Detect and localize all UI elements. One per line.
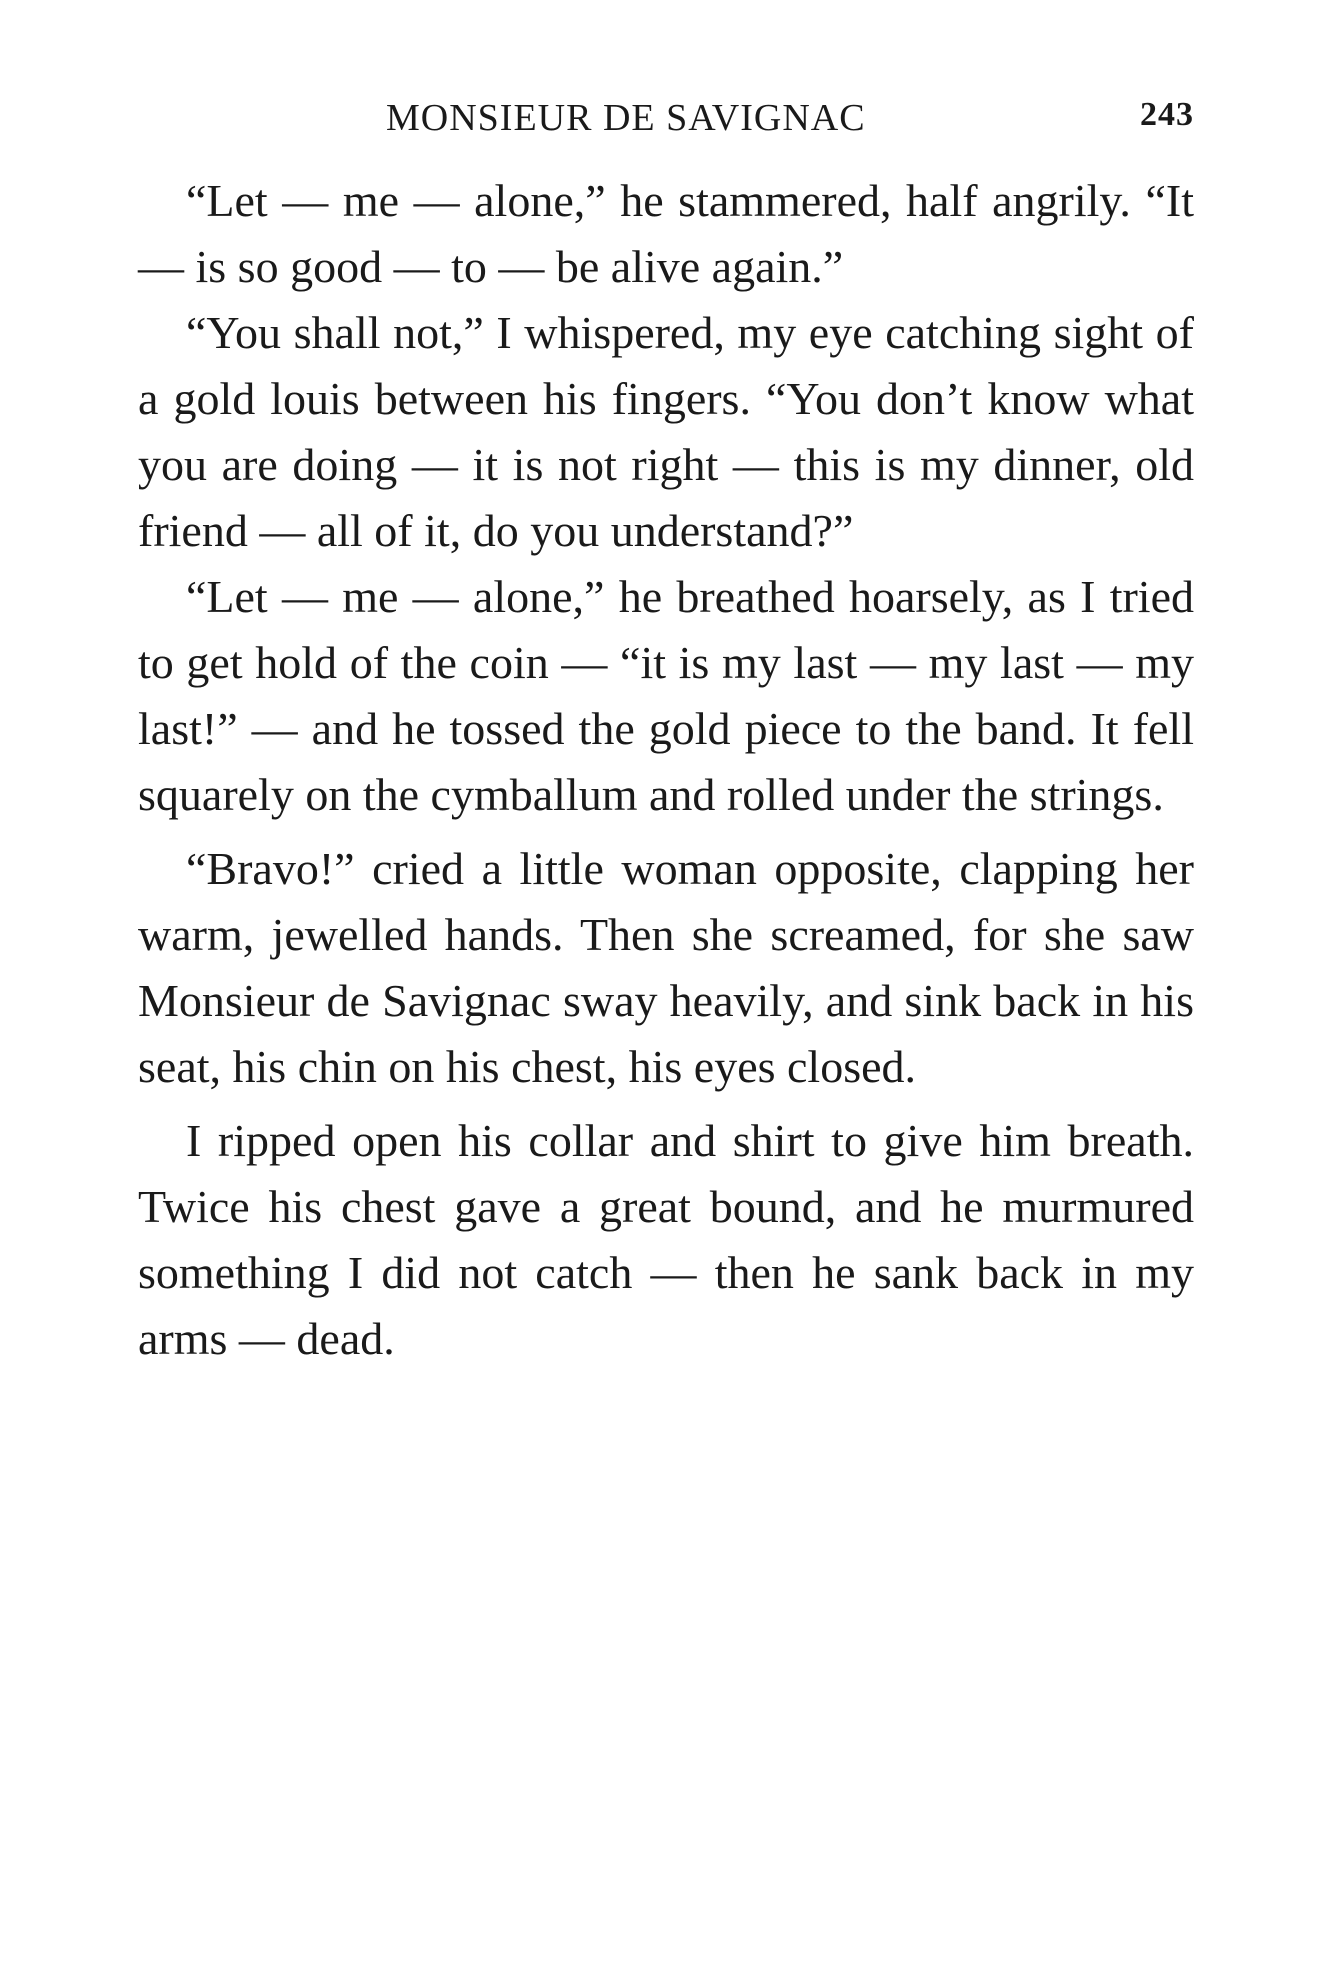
paragraph: I ripped open his collar and shirt to give him breath. Twice his chest gave a great bound, and he murmured something I did not catch — then he sank back in my arms — dead.: [138, 1115, 1194, 1364]
paragraph: “Bravo!” cried a little woman opposite, clapping her warm, jewelled hands. Then she screamed, for she saw Monsieur de Savignac sway heavily, and sink back in his seat, his chin on his chest, his eyes closed.: [138, 843, 1194, 1092]
body-text: [138, 168, 1194, 1372]
paragraph: “You shall not,” I whispered, my eye catching sight of a gold louis between his fingers. “You don’t know what you are doing — it is not right — this is my dinner, old friend — all of it, do you understand?”: [138, 307, 1194, 556]
paragraph: “Let — me — alone,” he stammered, half angrily. “It — is so good — to — be alive again.”: [138, 175, 1194, 292]
page-number: 243: [1140, 96, 1194, 133]
paragraph: “Let — me — alone,” he breathed hoarsely, as I tried to get hold of the coin — “it is my last — my last — my last!” — and he tossed the gold piece to the band. It fell squarely on the cymballum and rolled under the strings.: [138, 571, 1194, 820]
running-title: MONSIEUR DE SAVIGNAC: [386, 97, 866, 139]
running-head: [138, 96, 1194, 146]
